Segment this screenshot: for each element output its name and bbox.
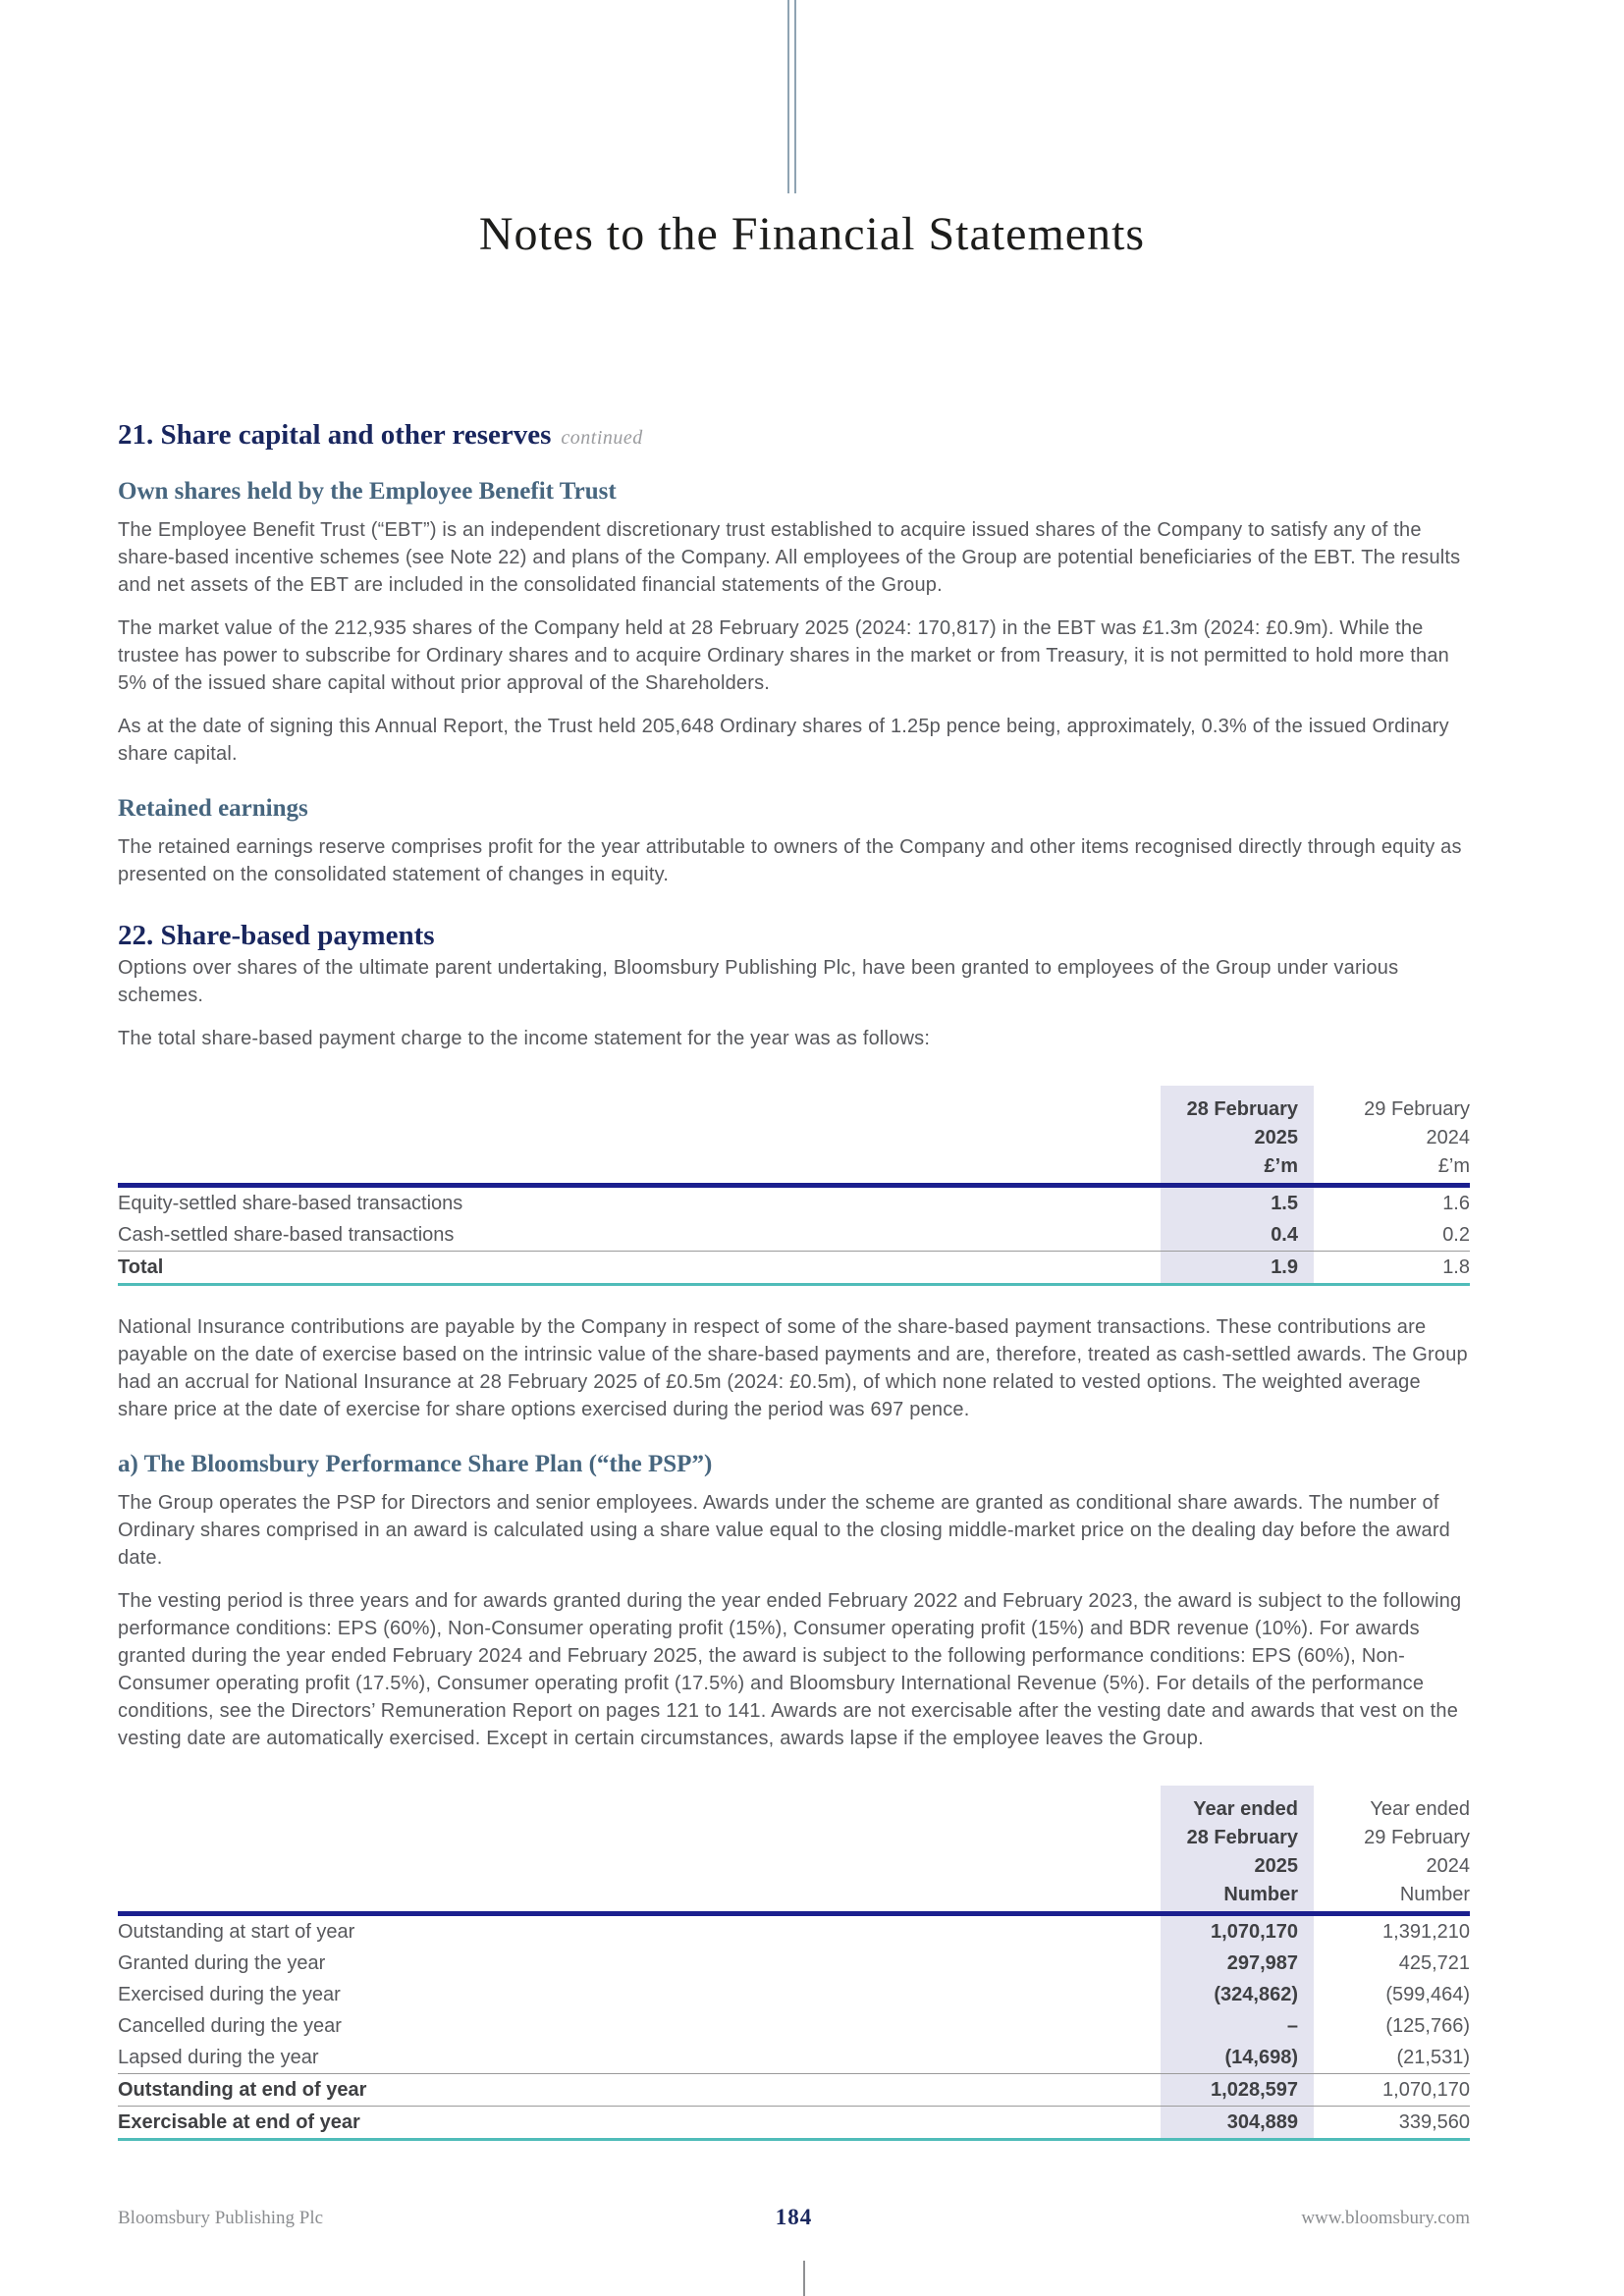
column-header-line: 29 February [1364, 1826, 1470, 1848]
row-value-2025: 1.9 [1271, 1255, 1298, 1278]
table-header-row [118, 1086, 1470, 1183]
page-title: Notes to the Financial Statements [478, 208, 1146, 260]
row-value-2024: 425,721 [1398, 1951, 1470, 1974]
row-value-2025: (324,862) [1214, 1983, 1298, 2005]
row-label: Outstanding at start of year [118, 1920, 355, 1943]
table-total-row [118, 2107, 1470, 2138]
table-total-row [118, 1252, 1470, 1283]
column-header-line: 2024 [1426, 1854, 1470, 1877]
table-row [118, 1219, 1470, 1251]
row-value-2024: (125,766) [1385, 2014, 1470, 2037]
column-header-line: Year ended [1370, 1797, 1470, 1820]
column-header-line: 2025 [1254, 1126, 1298, 1148]
continued-label: continued [561, 426, 643, 449]
own-shares-paragraph: The market value of the 212,935 shares of the Company held at 28 February 2025 (2024: 170,817) in the EBT was £1.3m (2024: £0.9m). While the trustee has power to subscribe for Ordinary shares and to acquire Ordinary shares in the market or from Treasury, it is not permitted to hold more than 5% of the issued share capital without prior approval of the Shareholders. [118, 617, 1449, 695]
row-label: Equity-settled share-based transactions [118, 1192, 463, 1214]
psp-heading: a) The Bloomsbury Performance Share Plan (“the PSP”) [118, 1450, 713, 1477]
row-value-2025: 1,028,597 [1211, 2078, 1298, 2101]
row-label: Lapsed during the year [118, 2046, 319, 2068]
psp-movement-table [118, 1786, 1470, 2141]
share-based-charge-table [118, 1086, 1470, 1286]
column-header-line: 29 February [1364, 1097, 1470, 1120]
row-value-2025: 1,070,170 [1211, 1920, 1298, 1943]
page-footer [118, 2205, 1470, 2230]
column-header-line: 2024 [1426, 1126, 1470, 1148]
row-value-2024: 1,391,210 [1382, 1920, 1470, 1943]
top-double-rule [787, 0, 796, 193]
psp-paragraph: The Group operates the PSP for Directors and senior employees. Awards under the scheme are granted as conditional share awards. The number of Ordinary shares comprised in an award is calculated using a share value equal to the closing middle-market price on the dealing day before the award date. [118, 1491, 1451, 1569]
column-header-2025 [1161, 1095, 1314, 1181]
retained-earnings-heading: Retained earnings [118, 795, 308, 823]
table-row [118, 2010, 1470, 2042]
table-header-row [118, 1786, 1470, 1911]
footer-website: www.bloomsbury.com [1301, 2208, 1470, 2228]
row-value-2024: 0.2 [1442, 1223, 1470, 1246]
row-value-2024: 1,070,170 [1382, 2078, 1470, 2101]
row-label: Cash-settled share-based transactions [118, 1223, 455, 1246]
psp-paragraph: The vesting period is three years and for awards granted during the year ended February 2022 and February 2023, the award is subject to the following performance conditions: EPS (60%), Non-Consumer operating profit (15%), Consumer operating profit (15%) and BDR revenue (10%). For awards granted during the year ended February 2024 and February 2025, the award is subject to the following performance conditions: EPS (60%), Non-Consumer operating profit (17.5%), Consumer operating profit (17.5%) and Bloomsbury International Revenue (5%). For details of the performance conditions, see the Directors’ Remuneration Report on pages 121 to 141. Awards are not exercisable after the vesting date and awards that vest on the vesting date are automatically exercised. Except in certain circumstances, awards lapse if the employee leaves the Group. [118, 1589, 1462, 1749]
row-value-2025: 297,987 [1226, 1951, 1298, 1974]
column-header-2025 [1161, 1795, 1314, 1909]
row-value-2025: 0.4 [1271, 1223, 1298, 1246]
row-value-2024: 1.8 [1442, 1255, 1470, 1278]
own-shares-paragraph: The Employee Benefit Trust (“EBT”) is an independent discretionary trust established to acquire issued shares of the Company to satisfy any of the share-based incentive schemes (see Note 22) and plans of the Company. All employees of the Group are potential beneficiaries of the EBT. The results and net assets of the EBT are included in the consolidated financial statements of the Group. [118, 519, 1461, 597]
row-label: Total [118, 1255, 164, 1278]
row-value-2024: 1.6 [1442, 1192, 1470, 1214]
table-row [118, 2042, 1470, 2073]
section-22-intro-paragraph: The total share-based payment charge to the income statement for the year was as follows: [118, 1027, 931, 1049]
row-label: Exercisable at end of year [118, 2110, 360, 2133]
row-value-2025: (14,698) [1224, 2046, 1298, 2068]
column-header-line: 2025 [1254, 1854, 1298, 1877]
column-header-line: Number [1223, 1883, 1298, 1905]
column-header-line: £’m [1264, 1154, 1298, 1177]
section-22-heading: 22. Share-based payments [118, 920, 435, 952]
column-header-line: £’m [1437, 1154, 1470, 1177]
own-shares-paragraph: As at the date of signing this Annual Report, the Trust held 205,648 Ordinary shares of 1.25p pence being, approximately, 0.3% of the issued Ordinary share capital. [118, 716, 1449, 766]
page-number: 184 [775, 2205, 813, 2229]
table-header-spacer [118, 1095, 1161, 1181]
row-value-2024: (599,464) [1385, 1983, 1470, 2005]
column-header-line: Year ended [1193, 1797, 1298, 1820]
table-bottom-rule [118, 1283, 1470, 1286]
table-bottom-rule [118, 2138, 1470, 2141]
row-value-2024: 339,560 [1398, 2110, 1470, 2133]
section-21-heading-text: 21. Share capital and other reserves [118, 418, 552, 451]
column-header-2024 [1314, 1795, 1470, 1909]
footer-company-name: Bloomsbury Publishing Plc [118, 2208, 324, 2228]
row-label: Granted during the year [118, 1951, 326, 1974]
page-content [118, 417, 1470, 2141]
column-header-line: Number [1399, 1883, 1470, 1905]
table-row [118, 1916, 1470, 1948]
table-total-row [118, 2074, 1470, 2106]
row-value-2025: 1.5 [1271, 1192, 1298, 1214]
bottom-center-rule [803, 2261, 805, 2296]
row-label: Cancelled during the year [118, 2014, 342, 2037]
table-row [118, 1948, 1470, 1979]
column-header-line: 28 February [1186, 1097, 1298, 1120]
row-value-2025: 304,889 [1226, 2110, 1298, 2133]
table-row [118, 1188, 1470, 1219]
row-value-2024: (21,531) [1396, 2046, 1470, 2068]
row-label: Exercised during the year [118, 1983, 341, 2005]
section-22-intro-paragraph: Options over shares of the ultimate parent undertaking, Bloomsbury Publishing Plc, have been granted to employees of the Group under various schemes. [118, 956, 1399, 1006]
own-shares-heading: Own shares held by the Employee Benefit Trust [118, 477, 617, 505]
table-header-spacer [118, 1795, 1161, 1909]
retained-earnings-paragraph: The retained earnings reserve comprises profit for the year attributable to owners of the Company and other items recognised directly through equity as presented on the consolidated statement of changes in equity. [118, 836, 1462, 886]
column-header-line: 28 February [1186, 1826, 1298, 1848]
column-header-2024 [1314, 1095, 1470, 1181]
row-label: Outstanding at end of year [118, 2078, 367, 2101]
row-value-2025: – [1286, 2014, 1298, 2037]
section-21-heading [118, 417, 1470, 453]
national-insurance-paragraph: National Insurance contributions are payable by the Company in respect of some of the share-based payment transactions. These contributions are payable on the date of exercise based on the intrinsic value of the share-based payments and are, therefore, treated as cash-settled awards. The Group had an accrual for National Insurance at 28 February 2025 of £0.5m (2024: £0.5m), of which none related to vested options. The weighted average share price at the date of exercise for share options exercised during the period was 697 pence. [118, 1315, 1468, 1420]
table-row [118, 1979, 1470, 2010]
